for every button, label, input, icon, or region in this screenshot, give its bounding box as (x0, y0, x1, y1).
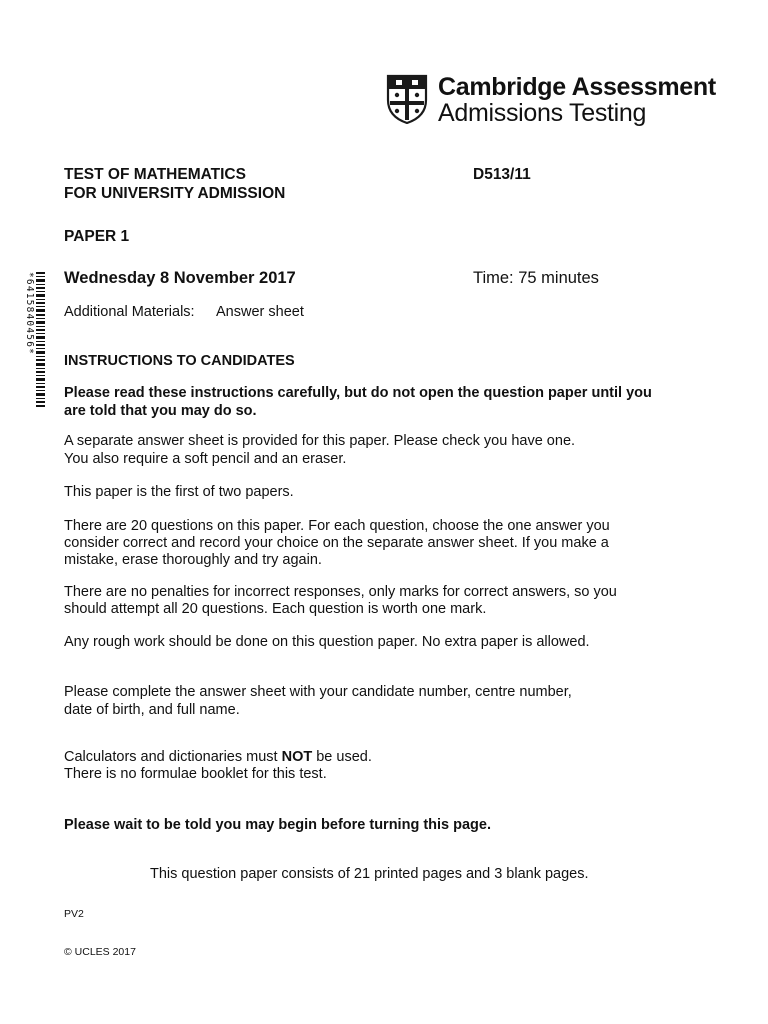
instructions-heading: INSTRUCTIONS TO CANDIDATES (64, 353, 295, 369)
paper-code: D513/11 (473, 166, 531, 183)
warning-line2: are told that you may do so. (64, 403, 257, 419)
paper-number: PAPER 1 (64, 228, 130, 245)
paragraph-questions-line2: consider correct and record your choice on the separate answer sheet. If you make a (64, 535, 609, 551)
copyright: © UCLES 2017 (64, 946, 136, 958)
warning-line1: Please read these instructions carefully, but do not open the question paper until you (64, 385, 652, 401)
candidate-barcode (20, 272, 46, 407)
calculators-text-pre: Calculators and dictionaries must (64, 749, 282, 765)
paragraph-penalties-line1: There are no penalties for incorrect responses, only marks for correct answers, so you (64, 584, 617, 600)
paragraph-first-paper: This paper is the first of two papers. (64, 484, 294, 500)
paragraph-complete-line1: Please complete the answer sheet with your candidate number, centre number, (64, 684, 572, 700)
paragraph-answer-sheet-line2: You also require a soft pencil and an eraser. (64, 451, 347, 467)
exam-title-line1: TEST OF MATHEMATICS (64, 166, 246, 183)
paragraph-complete-line2: date of birth, and full name. (64, 702, 240, 718)
cambridge-logo (386, 74, 716, 126)
barcode-digits: *6415840456* (24, 272, 35, 356)
paragraph-wait: Please wait to be told you may begin before turning this page. (64, 817, 492, 833)
materials-label: Additional Materials: (64, 304, 195, 320)
footer-code: PV2 (64, 908, 84, 920)
paragraph-calculators-line1 (64, 749, 372, 766)
exam-title-line2: FOR UNIVERSITY ADMISSION (64, 185, 286, 202)
exam-duration: Time: 75 minutes (473, 269, 599, 287)
pages-note: This question paper consists of 21 printed pages and 3 blank pages. (150, 866, 589, 882)
logo-line1: Cambridge Assessment (438, 73, 716, 101)
paragraph-questions-line3: mistake, erase thoroughly and try again. (64, 552, 322, 568)
paragraph-answer-sheet-line1: A separate answer sheet is provided for this paper. Please check you have one. (64, 433, 576, 449)
exam-date: Wednesday 8 November 2017 (64, 269, 296, 287)
paragraph-calculators-line2: There is no formulae booklet for this test. (64, 766, 327, 782)
calculators-text-post: be used. (312, 749, 372, 765)
cambridge-crest-icon (386, 74, 428, 124)
logo-line2: Admissions Testing (438, 99, 647, 127)
calculators-text-not: NOT (281, 749, 313, 765)
paragraph-penalties-line2: should attempt all 20 questions. Each question is worth one mark. (64, 601, 487, 617)
materials-value: Answer sheet (216, 304, 304, 320)
paragraph-rough-work: Any rough work should be done on this question paper. No extra paper is allowed. (64, 634, 590, 650)
paragraph-questions-line1: There are 20 questions on this paper. For each question, choose the one answer you (64, 518, 610, 534)
barcode-icon (20, 272, 46, 407)
